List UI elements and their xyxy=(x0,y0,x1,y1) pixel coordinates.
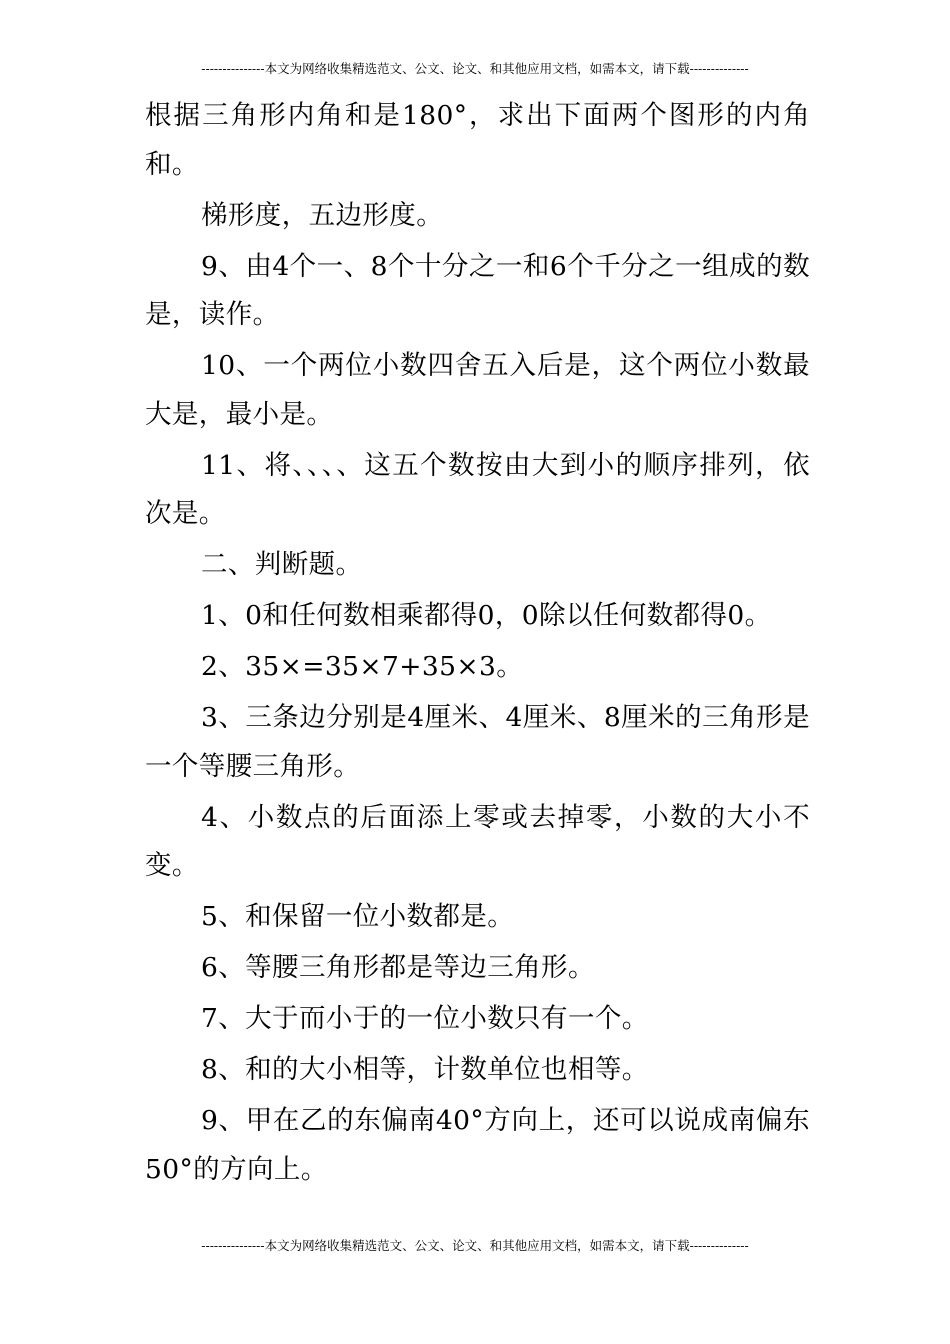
question-judge-9: 9、甲在乙的东偏南40°方向上，还可以说成南偏东50°的方向上。 xyxy=(145,1105,810,1185)
question-judge-8: 8、和的大小相等，计数单位也相等。 xyxy=(201,1054,649,1085)
question-fill-10: 10、一个两位小数四舍五入后是，这个两位小数最大是，最小是。 xyxy=(145,350,810,430)
question-fill-11: 11、将、、、、这五个数按由大到小的顺序排列，依次是。 xyxy=(145,449,810,529)
paragraph-trapezoid-pentagon: 梯形度，五边形度。 xyxy=(201,199,444,231)
header-banner: ---------------本文为网络收集精选范文、公文、论文、和其他应用文档，如需本文，请下载-------------- xyxy=(201,61,749,76)
question-judge-4: 4、小数点的后面添上零或去掉零，小数的大小不变。 xyxy=(145,801,810,881)
question-fill-9: 9、由4个一、8个十分之一和6个千分之一组成的数是，读作。 xyxy=(145,250,810,330)
question-judge-6: 6、等腰三角形都是等边三角形。 xyxy=(201,952,595,983)
question-judge-3: 3、三条边分别是4厘米、4厘米、8厘米的三角形是一个等腰三角形。 xyxy=(145,702,810,782)
question-judge-1: 1、0和任何数相乘都得0，0除以任何数都得0。 xyxy=(201,600,772,631)
paragraph-angle-sum-prompt: 根据三角形内角和是180°，求出下面两个图形的内角和。 xyxy=(145,100,810,180)
question-judge-5: 5、和保留一位小数都是。 xyxy=(201,901,515,932)
section-heading-judgement: 二、判断题。 xyxy=(201,549,363,580)
question-judge-2: 2、35×=35×7+35×3。 xyxy=(201,651,524,682)
document-body xyxy=(145,92,810,1197)
footer-banner: ---------------本文为网络收集精选范文、公文、论文、和其他应用文档，如需本文，请下载-------------- xyxy=(201,1238,749,1253)
question-judge-7: 7、大于而小于的一位小数只有一个。 xyxy=(201,1003,649,1034)
